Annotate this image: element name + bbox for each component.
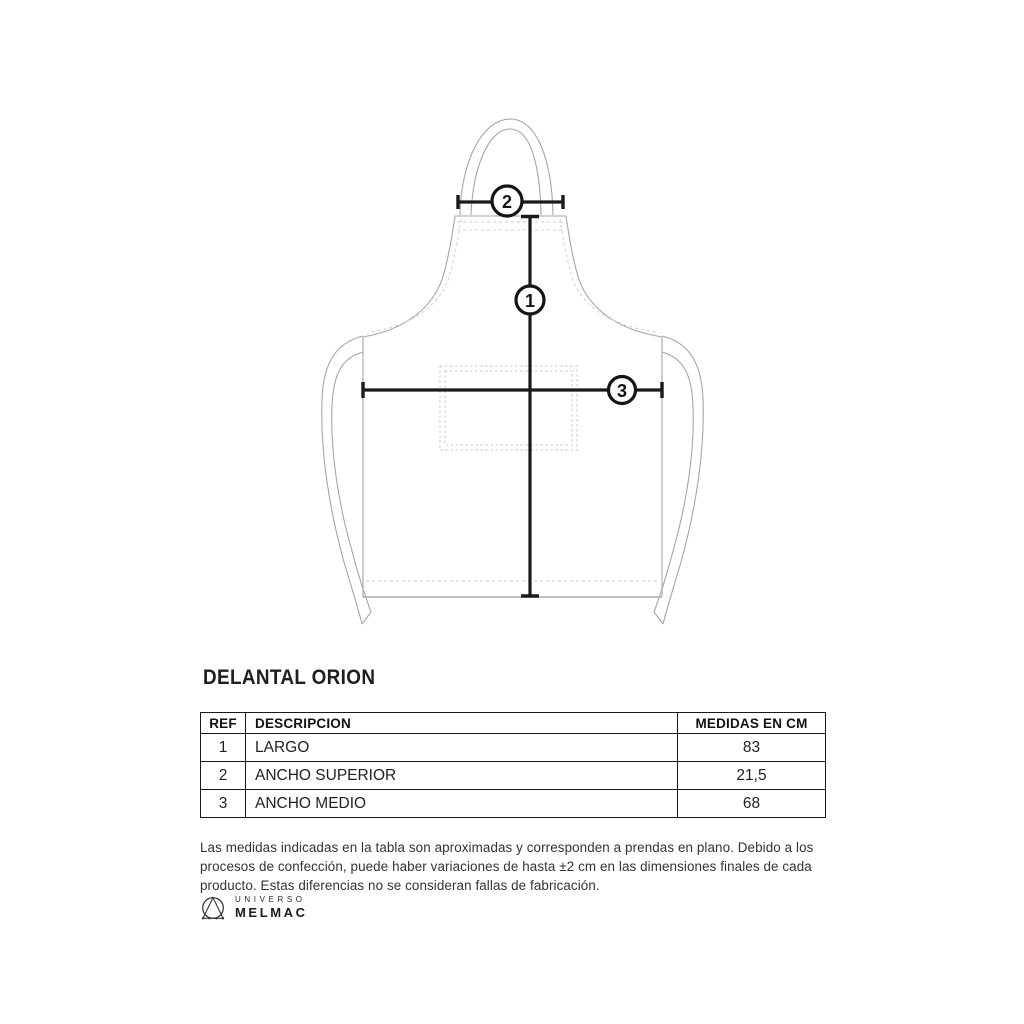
- table-row: [201, 762, 826, 790]
- row-descripcion: LARGO: [246, 734, 678, 762]
- left-tie-outer: [322, 336, 363, 624]
- brand-name-top: UNIVERSO: [235, 895, 306, 904]
- table-header-row: [201, 713, 826, 734]
- right-armhole-edge: [566, 216, 662, 337]
- pocket-outline-outer: [440, 366, 577, 450]
- header-medidas: MEDIDAS EN CM: [678, 713, 826, 734]
- dimension-lines: [363, 186, 662, 596]
- brand-logo: [200, 894, 308, 921]
- right-tie-outer: [662, 336, 703, 624]
- row-descripcion: ANCHO MEDIO: [246, 790, 678, 818]
- measurement-disclaimer: Las medidas indicadas en la tabla son aproximadas y corresponden a prendas en plano. Debido a los procesos de confección, puede haber variaciones de hasta ±2 cm en las dimensiones finales de cada producto. Estas diferencias no se consideran fallas de fabricación.: [200, 840, 814, 894]
- header-descripcion: DESCRIPCION: [246, 713, 678, 734]
- row-ref: 1: [201, 734, 246, 762]
- marker-3-number: 3: [616, 381, 628, 401]
- row-medida: 68: [678, 790, 826, 818]
- marker-1-number: 1: [524, 291, 536, 311]
- left-armhole-edge: [363, 216, 455, 337]
- left-tie-tip: [362, 612, 371, 624]
- right-armhole-stitch: [560, 219, 656, 332]
- header-ref: REF: [201, 713, 246, 734]
- right-tie-tip: [654, 612, 663, 624]
- pocket-outline-inner: [445, 371, 572, 445]
- brand-name: [235, 895, 308, 920]
- row-medida: 83: [678, 734, 826, 762]
- row-ref: 2: [201, 762, 246, 790]
- page-title: DELANTAL ORION: [203, 666, 376, 689]
- table-row: [201, 790, 826, 818]
- brand-name-bottom: MELMAC: [235, 905, 308, 920]
- table-row: [201, 734, 826, 762]
- measurements-table: [200, 712, 826, 818]
- row-ref: 3: [201, 790, 246, 818]
- row-medida: 21,5: [678, 762, 826, 790]
- circle-triangle-logo-icon: [200, 894, 227, 921]
- marker-2-number: 2: [501, 192, 513, 212]
- row-descripcion: ANCHO SUPERIOR: [246, 762, 678, 790]
